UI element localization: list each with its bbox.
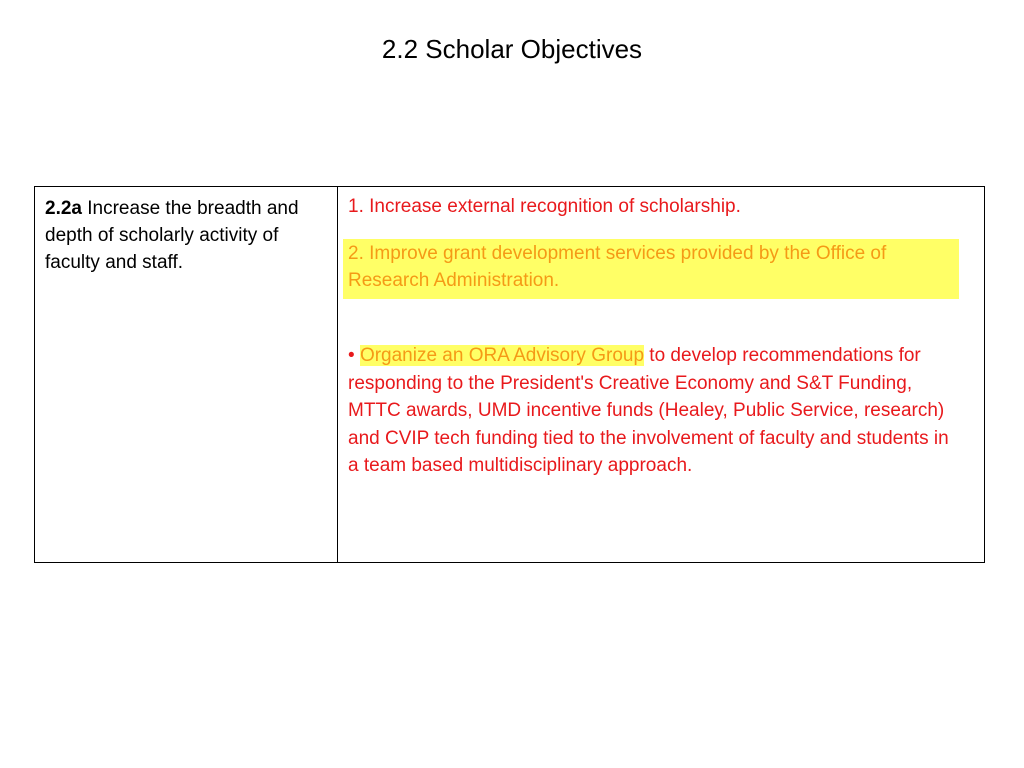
- action-item-3: [348, 342, 963, 480]
- highlighted-phrase: Organize an ORA Advisory Group: [359, 345, 645, 366]
- objective-cell: [35, 187, 338, 563]
- slide-title: 2.2 Scholar Objectives: [381, 34, 643, 64]
- table-row: [35, 187, 985, 563]
- objective-description: [35, 187, 337, 276]
- actions-cell: [338, 187, 985, 563]
- objectives-table: [34, 186, 985, 563]
- action-item-2-highlighted: 2. Improve grant development services provided by the Office of Research Administration.: [343, 239, 959, 299]
- bullet-glyph: •: [348, 345, 360, 366]
- action-item-3-text: to develop recommendations for responding to the President's Creative Economy and S&T Funding, MTTC awards, UMD incentive funds (Healey, Public Service, research) and CVIP tech funding tied to the involvement of faculty and students in a team based multidisciplinary approach.: [348, 345, 949, 476]
- objective-code: 2.2a: [45, 198, 82, 219]
- action-item-1: 1. Increase external recognition of scholarship.: [348, 196, 741, 217]
- objective-text: Increase the breadth and depth of scholarly activity of faculty and staff.: [45, 198, 299, 273]
